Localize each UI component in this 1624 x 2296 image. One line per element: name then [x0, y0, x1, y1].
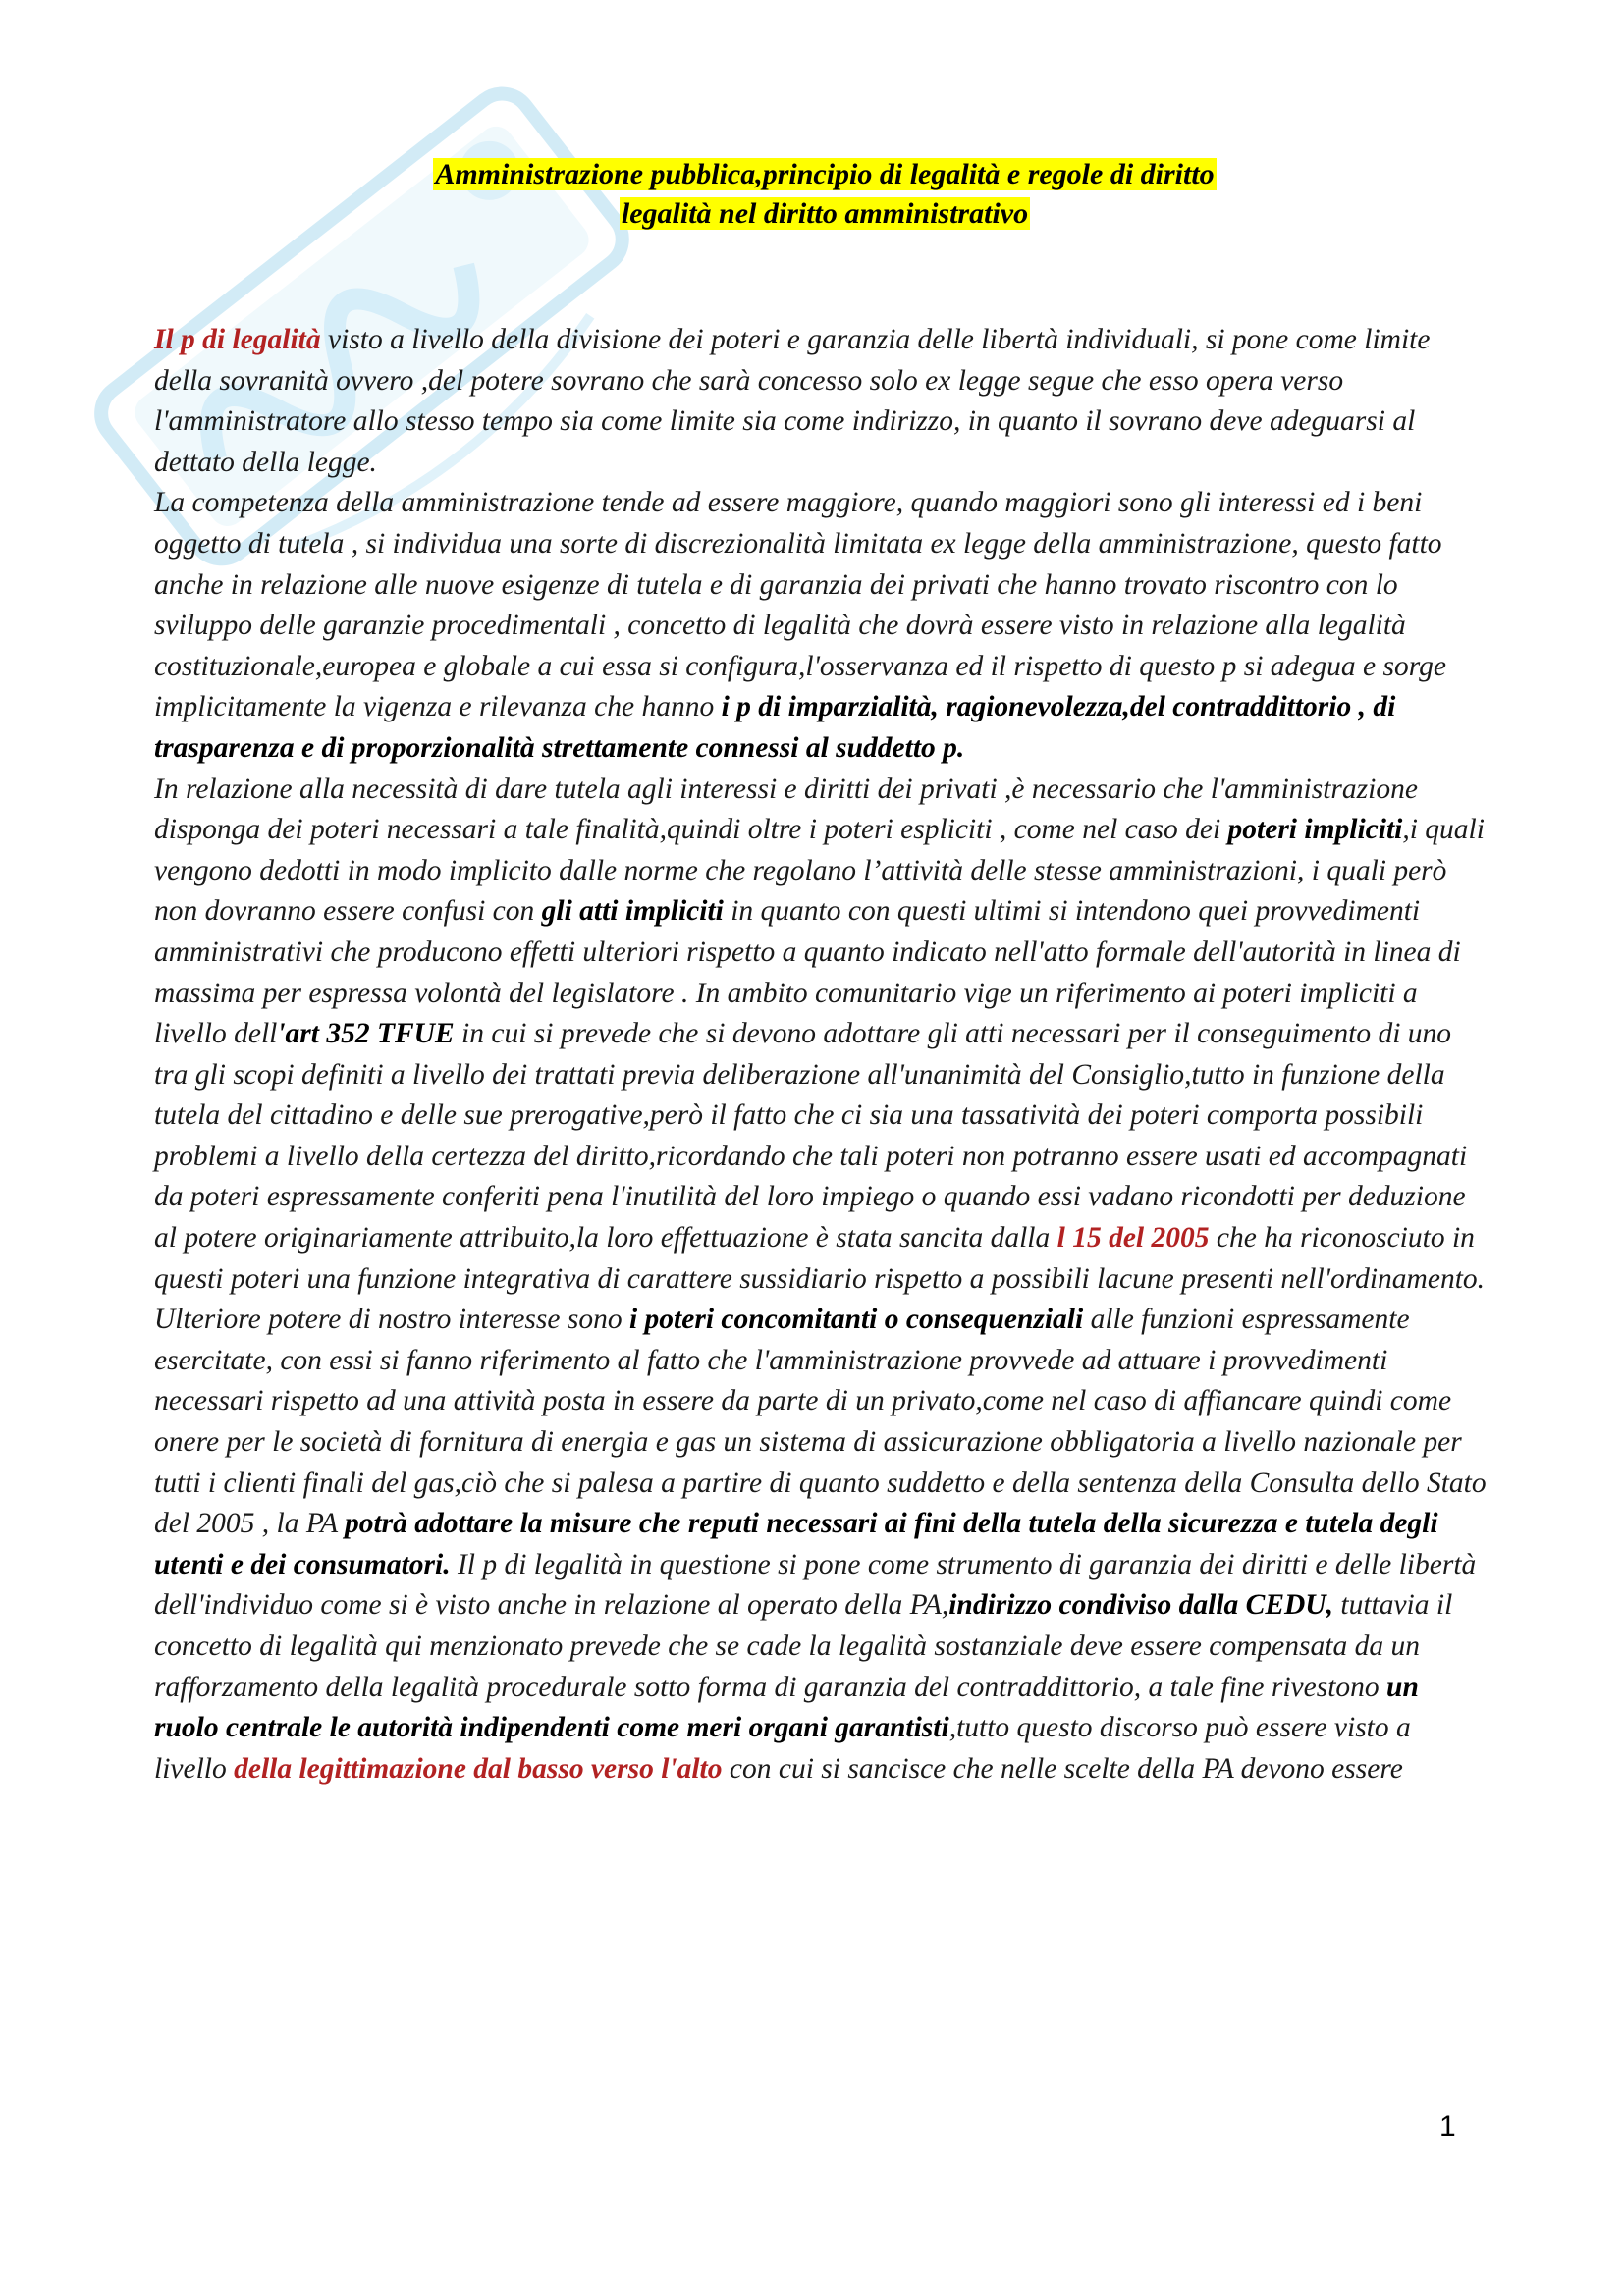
text-run: in quanto con questi ultimi si intendono quei provvedimenti amministrativi che producono effetti ulteriori rispetto a quanto indicato nell'atto formale dell'autorità in linea di massima per espressa volontà del legislatore . In ambito comunitario vige un riferimento ai poteri impliciti a livello dell: [154, 895, 1461, 1050]
text-run: ,i quali vengono dedotti in modo implicito dalle norme che regolano l’attività delle stesse amministrazioni, i quali però non dovranno essere confusi con: [154, 814, 1485, 928]
emphasis-text: indirizzo condiviso dalla CEDU,: [948, 1589, 1333, 1622]
title-line-2: legalità nel diritto amministrativo: [621, 197, 1029, 230]
text-run: In relazione alla necessità di dare tutela agli interessi e diritti dei privati ,è necessario che l'amministrazione disponga dei poteri necessari a tale finalità,quindi oltre i poteri espliciti , come nel caso dei: [154, 773, 1418, 846]
page-number: 1: [1439, 2110, 1456, 2143]
document-body: [154, 320, 1489, 1789]
text-run: con cui si sancisce che nelle scelte della PA devono essere: [722, 1752, 1403, 1785]
emphasis-text: poteri impliciti: [1227, 814, 1403, 846]
emphasis-text: gli atti impliciti: [541, 895, 724, 928]
title-line-1: Amministrazione pubblica,principio di legalità e regole di diritto: [435, 158, 1215, 190]
paragraph: [154, 320, 1489, 483]
text-run: ,tutto questo discorso può essere visto a livello: [154, 1712, 1411, 1785]
text-run: Il p di legalità in questione si pone come strumento di garanzia dei diritti e delle libertà dell'individuo come si è visto anche in relazione al operato della PA,: [154, 1548, 1477, 1622]
emphasis-text: un ruolo centrale le autorità indipendenti come meri organi garantisti: [154, 1671, 1419, 1744]
text-run: tuttavia il concetto di legalità qui menzionato prevede che se cade la legalità sostanziale deve essere compensata da un rafforzamento della legalità procedurale sotto forma di garanzia del contraddittorio, a tale fine rivestono: [154, 1589, 1453, 1703]
emphasis-text: Il p di legalità: [154, 324, 321, 355]
emphasis-text: 'art 352 TFUE: [277, 1018, 455, 1050]
paragraph: [154, 1300, 1489, 1789]
emphasis-text: l 15 del 2005: [1056, 1222, 1210, 1255]
paragraph: [154, 483, 1489, 769]
paragraph: [154, 770, 1489, 1301]
emphasis-text: i p di imparzialità, ragionevolezza,del contraddittorio , di trasparenza e di proporzionalità strettamente connessi al suddetto p.: [154, 691, 1396, 764]
text-run: in cui si prevede che si devono adottare gli atti necessari per il conseguimento di uno tra gli scopi definiti a livello dei trattati previa deliberazione all'unanimità del Consiglio,tutto in funzione della tutela del cittadino e delle sue prerogative,però il fatto che ci sia una tassatività dei poteri comporta possibili problemi a livello della certezza del diritto,ricordando che tali poteri non potranno essere usati ed accompagnati da poteri espressamente conferiti pena l'inutilità del loro impiego o quando essi vadano ricondotti per deduzione al potere originariamente attribuito,la loro effettuazione è stata sancita dalla: [154, 1018, 1468, 1255]
text-run: che ha riconosciuto in questi poteri una funzione integrativa di carattere sussidiario rispetto a possibili lacune presenti nell'ordinamento.: [154, 1222, 1486, 1295]
text-run: visto a livello della divisione dei poteri e garanzia delle libertà individuali, si pone come limite della sovranità ovvero ,del potere sovrano che sarà concesso solo ex legge segue che esso opera verso l'amministratore allo stesso tempo sia come limite sia come indirizzo, in quanto il sovrano deve adeguarsi al dettato della legge.: [154, 324, 1431, 478]
text-run: alle funzioni espressamente esercitate, con essi si fanno riferimento al fatto che l'amministrazione provvede ad attuare i provvedimenti necessari rispetto ad una attività posta in essere da parte di un privato,come nel caso di affiancare quindi come onere per le società di fornitura di energia e gas un sistema di assicurazione obbligatoria a livello nazionale per tutti i clienti finali del gas,ciò che si palesa a partire di quanto suddetto e della sentenza della Consulta dello Stato del 2005 , la PA: [154, 1304, 1487, 1540]
emphasis-text: potrà adottare la misure che reputi necessari ai fini della tutela della sicurezza e tutela degli utenti e dei consumatori.: [154, 1508, 1438, 1580]
emphasis-text: i poteri concomitanti o consequenziali: [628, 1304, 1084, 1336]
document-title: [373, 155, 1276, 234]
emphasis-text: della legittimazione dal basso verso l'alto: [234, 1752, 723, 1785]
text-run: La competenza della amministrazione tende ad essere maggiore, quando maggiori sono gli interessi ed i beni oggetto di tutela , si individua una sorte di discrezionalità limitata ex legge della amministrazione, questo fatto anche in relazione alle nuove esigenze di tutela e di garanzia dei privati che hanno trovato riscontro con lo sviluppo delle garanzie procedimentali , concetto di legalità che dovrà essere visto in relazione alla legalità costituzionale,europea e globale a cui essa si configura,l'osservanza ed il rispetto di questo p si adegua e sorge implicitamente la vigenza e rilevanza che hanno: [154, 487, 1446, 723]
text-run: Ulteriore potere di nostro interesse sono: [154, 1304, 629, 1336]
